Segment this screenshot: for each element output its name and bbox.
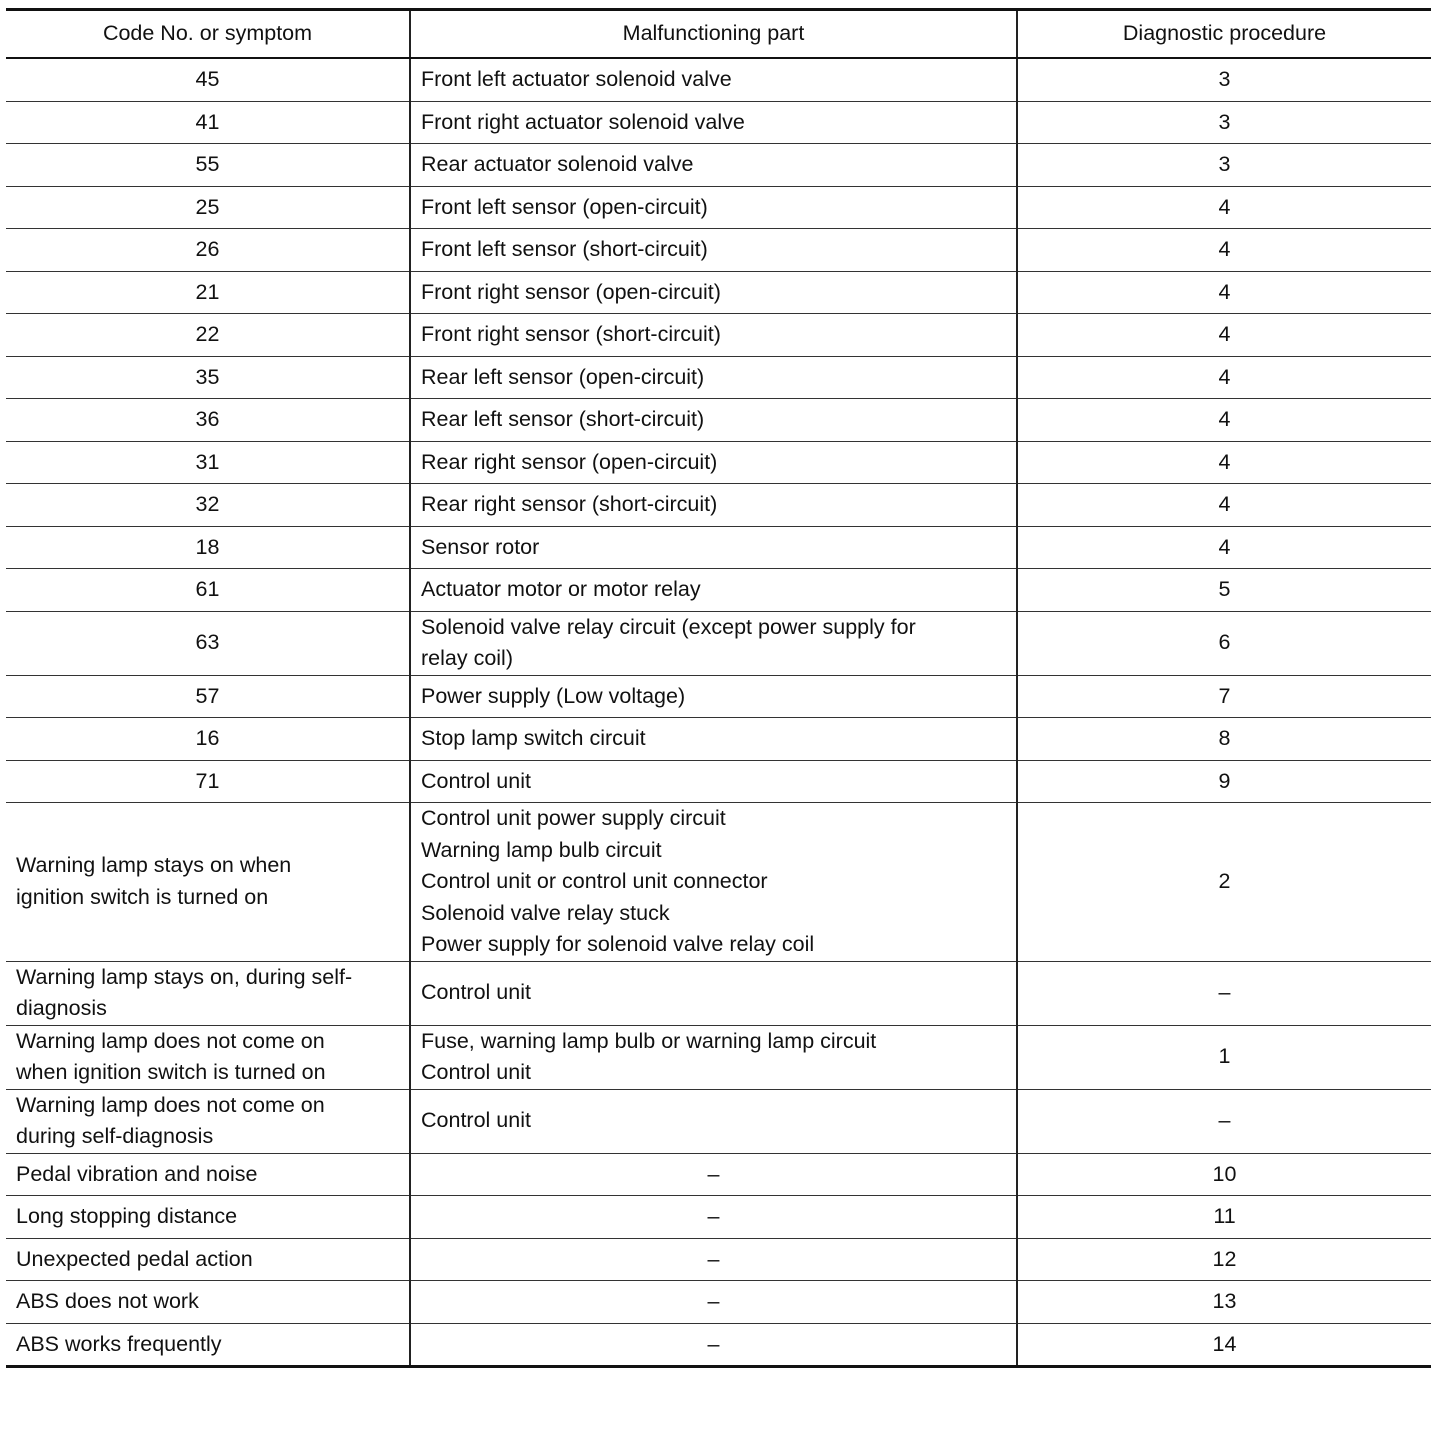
part-cell-line: Actuator motor or motor relay	[421, 577, 701, 601]
part-cell-line: Power supply for solenoid valve relay coil	[421, 932, 815, 956]
symptom-cell	[6, 1238, 410, 1281]
procedure-cell: 4	[1017, 229, 1431, 272]
part-cell	[410, 718, 1017, 761]
table-row	[6, 314, 1431, 357]
procedure-cell: 7	[1017, 675, 1431, 718]
procedure-cell: 13	[1017, 1281, 1431, 1324]
part-cell-line: Solenoid valve relay circuit (except power supply for	[421, 614, 916, 639]
table-row	[6, 441, 1431, 484]
part-cell-line: Control unit	[421, 1060, 531, 1084]
procedure-cell: 6	[1017, 611, 1431, 675]
part-cell	[410, 356, 1017, 399]
table-row	[6, 1089, 1431, 1153]
procedure-cell: 12	[1017, 1238, 1431, 1281]
table-row	[6, 144, 1431, 187]
diagnosis-table	[6, 8, 1431, 1368]
part-cell	[410, 1153, 1017, 1196]
procedure-cell: 4	[1017, 441, 1431, 484]
procedure-cell: 4	[1017, 186, 1431, 229]
header-diagnostic-procedure: Diagnostic procedure	[1017, 10, 1431, 59]
part-cell-line: Rear right sensor (open-circuit)	[421, 449, 718, 474]
part-cell	[410, 144, 1017, 187]
table-row	[6, 58, 1431, 101]
part-cell	[410, 611, 1017, 675]
part-cell-line: –	[707, 1289, 720, 1313]
code-cell: 18	[6, 526, 410, 569]
symptom-cell	[6, 803, 410, 962]
symptom-cell-line: Warning lamp does not come on	[16, 1092, 325, 1117]
part-cell-line: Rear left sensor (open-circuit)	[421, 364, 705, 389]
table-row	[6, 1196, 1431, 1239]
part-cell-line: relay coil)	[421, 646, 513, 670]
part-cell	[410, 1196, 1017, 1239]
table-row	[6, 101, 1431, 144]
part-cell-line: Control unit	[421, 1108, 531, 1133]
procedure-cell: 10	[1017, 1153, 1431, 1196]
symptom-cell-line: ignition switch is turned on	[16, 884, 269, 909]
procedure-cell: 3	[1017, 144, 1431, 187]
part-cell-line: –	[707, 1246, 720, 1271]
part-cell	[410, 314, 1017, 357]
table-row	[6, 1025, 1431, 1089]
procedure-cell: 4	[1017, 356, 1431, 399]
part-cell-line: Warning lamp bulb circuit	[421, 837, 662, 862]
symptom-cell-line: ABS works frequently	[16, 1331, 222, 1356]
table-row	[6, 569, 1431, 612]
code-cell: 21	[6, 271, 410, 314]
symptom-cell	[6, 961, 410, 1025]
procedure-cell: 1	[1017, 1025, 1431, 1089]
procedure-cell: 4	[1017, 484, 1431, 527]
part-cell-line: –	[707, 1161, 720, 1186]
procedure-cell: 4	[1017, 399, 1431, 442]
part-cell-line: Control unit	[421, 980, 531, 1005]
part-cell	[410, 229, 1017, 272]
part-cell-line: –	[707, 1204, 720, 1228]
part-cell	[410, 961, 1017, 1025]
symptom-cell-line: Warning lamp stays on, during self-	[16, 964, 353, 989]
procedure-cell: 9	[1017, 760, 1431, 803]
part-cell-line: Control unit power supply circuit	[421, 806, 726, 830]
part-cell-line: Control unit	[421, 768, 531, 793]
part-cell-line: Front right sensor (short-circuit)	[421, 322, 721, 346]
code-cell: 45	[6, 58, 410, 101]
code-cell: 26	[6, 229, 410, 272]
symptom-cell-line: Warning lamp does not come on	[16, 1028, 325, 1053]
symptom-cell	[6, 1089, 410, 1153]
part-cell	[410, 569, 1017, 612]
table-row	[6, 1238, 1431, 1281]
part-cell-line: Solenoid valve relay stuck	[421, 900, 670, 925]
part-cell-line: –	[707, 1331, 720, 1356]
part-cell	[410, 186, 1017, 229]
symptom-cell-line: Warning lamp stays on when	[16, 853, 292, 878]
procedure-cell: –	[1017, 961, 1431, 1025]
procedure-cell: 2	[1017, 803, 1431, 962]
table-row	[6, 1281, 1431, 1324]
procedure-cell: 4	[1017, 314, 1431, 357]
symptom-cell-line: when ignition switch is turned on	[16, 1060, 326, 1084]
symptom-cell-line: Long stopping distance	[16, 1204, 238, 1228]
code-cell: 57	[6, 675, 410, 718]
header-code-or-symptom: Code No. or symptom	[6, 10, 410, 59]
part-cell-line: Power supply (Low voltage)	[421, 683, 686, 708]
procedure-cell: 4	[1017, 526, 1431, 569]
part-cell-line: Sensor rotor	[421, 534, 540, 559]
part-cell	[410, 1323, 1017, 1367]
table-row	[6, 356, 1431, 399]
procedure-cell: 4	[1017, 271, 1431, 314]
table-row	[6, 186, 1431, 229]
table-row	[6, 961, 1431, 1025]
part-cell-line: Front left sensor (short-circuit)	[421, 237, 708, 261]
part-cell	[410, 760, 1017, 803]
code-cell: 71	[6, 760, 410, 803]
code-cell: 16	[6, 718, 410, 761]
procedure-cell: 11	[1017, 1196, 1431, 1239]
part-cell-line: Stop lamp switch circuit	[421, 726, 646, 750]
part-cell	[410, 484, 1017, 527]
part-cell-line: Fuse, warning lamp bulb or warning lamp circuit	[421, 1028, 877, 1053]
symptom-cell-line: ABS does not work	[16, 1289, 199, 1313]
part-cell	[410, 399, 1017, 442]
code-cell: 55	[6, 144, 410, 187]
part-cell	[410, 441, 1017, 484]
procedure-cell: –	[1017, 1089, 1431, 1153]
code-cell: 61	[6, 569, 410, 612]
code-cell: 22	[6, 314, 410, 357]
code-cell: 36	[6, 399, 410, 442]
part-cell	[410, 1238, 1017, 1281]
part-cell-line: Rear actuator solenoid valve	[421, 152, 694, 176]
table-row	[6, 484, 1431, 527]
table-row	[6, 803, 1431, 962]
part-cell-line: Front left sensor (open-circuit)	[421, 194, 708, 219]
table-row	[6, 760, 1431, 803]
code-cell: 25	[6, 186, 410, 229]
part-cell-line: Front right sensor (open-circuit)	[421, 279, 721, 304]
symptom-cell	[6, 1323, 410, 1367]
code-cell: 41	[6, 101, 410, 144]
table-row	[6, 1323, 1431, 1367]
symptom-cell	[6, 1196, 410, 1239]
symptom-cell-line: Unexpected pedal action	[16, 1246, 253, 1271]
table-row	[6, 611, 1431, 675]
procedure-cell: 3	[1017, 58, 1431, 101]
symptom-cell-line: Pedal vibration and noise	[16, 1161, 258, 1186]
header-malfunctioning-part: Malfunctioning part	[410, 10, 1017, 59]
part-cell	[410, 803, 1017, 962]
symptom-cell	[6, 1153, 410, 1196]
symptom-cell-line: diagnosis	[16, 996, 107, 1020]
symptom-cell	[6, 1281, 410, 1324]
part-cell-line: Front left actuator solenoid valve	[421, 67, 732, 91]
part-cell-line: Control unit or control unit connector	[421, 869, 768, 893]
part-cell-line: Front right actuator solenoid valve	[421, 109, 745, 134]
table-row	[6, 526, 1431, 569]
procedure-cell: 5	[1017, 569, 1431, 612]
part-cell-line: Rear left sensor (short-circuit)	[421, 407, 705, 431]
part-cell	[410, 1025, 1017, 1089]
header-row	[6, 10, 1431, 59]
code-cell: 63	[6, 611, 410, 675]
part-cell	[410, 101, 1017, 144]
table-body	[6, 58, 1431, 1367]
symptom-cell-line: during self-diagnosis	[16, 1124, 214, 1148]
part-cell-line: Rear right sensor (short-circuit)	[421, 492, 718, 516]
table-row	[6, 1153, 1431, 1196]
procedure-cell: 3	[1017, 101, 1431, 144]
part-cell	[410, 526, 1017, 569]
table-row	[6, 229, 1431, 272]
code-cell: 31	[6, 441, 410, 484]
procedure-cell: 14	[1017, 1323, 1431, 1367]
table-row	[6, 718, 1431, 761]
table-row	[6, 399, 1431, 442]
table-row	[6, 271, 1431, 314]
code-cell: 35	[6, 356, 410, 399]
table-row	[6, 675, 1431, 718]
part-cell	[410, 1089, 1017, 1153]
part-cell	[410, 271, 1017, 314]
part-cell	[410, 58, 1017, 101]
symptom-cell	[6, 1025, 410, 1089]
part-cell	[410, 675, 1017, 718]
procedure-cell: 8	[1017, 718, 1431, 761]
code-cell: 32	[6, 484, 410, 527]
part-cell	[410, 1281, 1017, 1324]
